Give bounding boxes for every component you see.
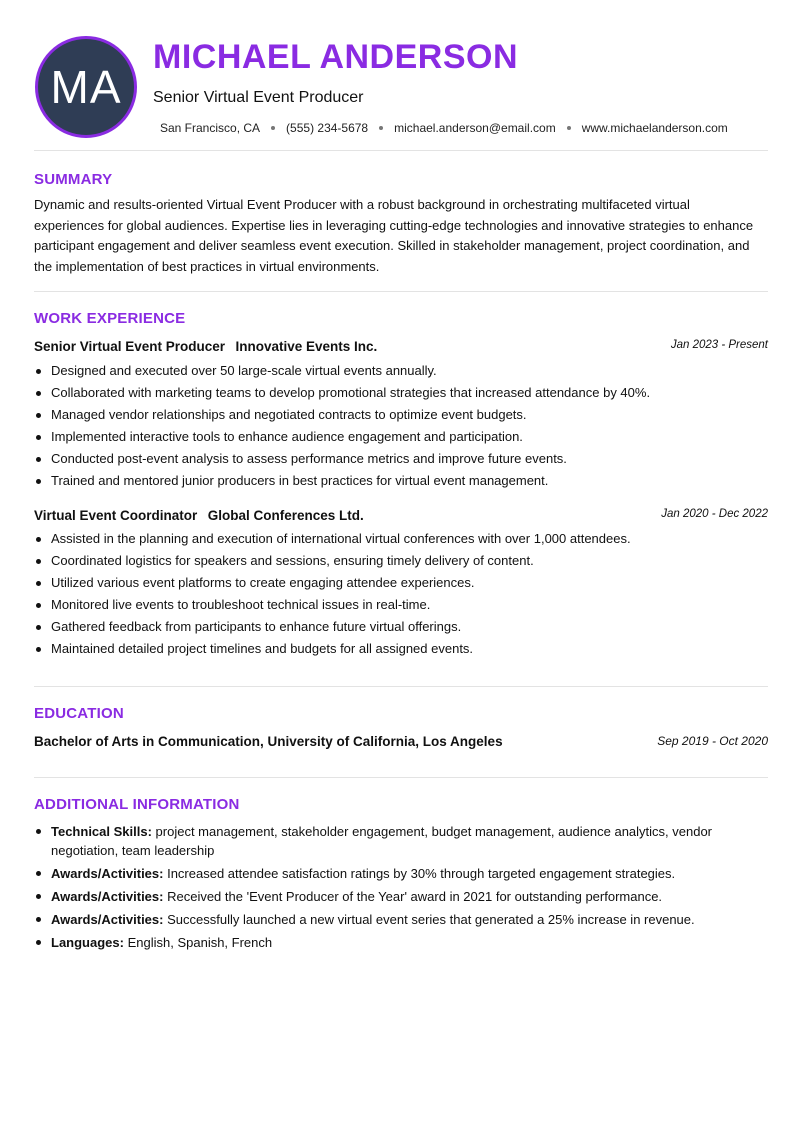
- job-company: Innovative Events Inc.: [235, 339, 378, 354]
- list-item: [34, 933, 768, 952]
- list-item: Collaborated with marketing teams to develop promotional strategies that increased attendance by 40%.: [34, 382, 768, 404]
- job-header: [34, 507, 768, 525]
- contact-location: San Francisco, CA: [160, 121, 261, 135]
- job-dates: Jan 2020 - Dec 2022: [661, 508, 768, 520]
- info-text: project management, stakeholder engagement, budget management, audience analytics, vendor negotiation, team leadership: [51, 824, 713, 858]
- list-item: [34, 864, 768, 883]
- separator-dot: [271, 126, 275, 130]
- job-bullet-list: [34, 360, 768, 492]
- summary-text: Dynamic and results-oriented Virtual Event Producer with a robust background in orchestrating multifaceted virtual experiences for global audiences. Expertise lies in leveraging cutting-edge technologies and innovative strategies to enhance participant engagement and deliver seamless event execution. Skilled in stakeholder management, project coordination, and the implementation of best practices in virtual environments.: [34, 197, 754, 274]
- list-item: [34, 887, 768, 906]
- contact-bar: [160, 121, 728, 135]
- info-text: English, Spanish, French: [127, 935, 273, 950]
- section-heading-summary: SUMMARY: [34, 171, 113, 188]
- list-item: Assisted in the planning and execution of international virtual conferences with over 1,000 attendees.: [34, 528, 768, 550]
- divider: [34, 291, 768, 292]
- job-role: Senior Virtual Event Producer: [34, 339, 226, 354]
- education-degree: Bachelor of Arts in Communication, University of California, Los Angeles: [34, 734, 503, 749]
- list-item: Monitored live events to troubleshoot technical issues in real-time.: [34, 594, 768, 616]
- job-header: [34, 338, 768, 356]
- job-dates: Jan 2023 - Present: [670, 339, 768, 351]
- list-item: Conducted post-event analysis to assess performance metrics and improve future events.: [34, 448, 768, 470]
- info-text: Received the 'Event Producer of the Year' award in 2021 for outstanding performance.: [167, 889, 663, 904]
- list-item: [34, 822, 768, 860]
- list-item: Utilized various event platforms to create engaging attendee experiences.: [34, 572, 768, 594]
- divider: [34, 150, 768, 151]
- avatar: [35, 36, 137, 138]
- info-label: Awards/Activities:: [51, 912, 164, 927]
- additional-info-list: [34, 822, 768, 956]
- divider: [34, 777, 768, 778]
- list-item: Maintained detailed project timelines and budgets for all assigned events.: [34, 638, 768, 660]
- info-label: Technical Skills:: [51, 824, 152, 839]
- list-item: Implemented interactive tools to enhance audience engagement and participation.: [34, 426, 768, 448]
- info-label: Awards/Activities:: [51, 866, 164, 881]
- list-item: Trained and mentored junior producers in best practices for virtual event management.: [34, 470, 768, 492]
- contact-phone: (555) 234-5678: [286, 121, 369, 135]
- job-role: Virtual Event Coordinator: [34, 508, 198, 523]
- list-item: Managed vendor relationships and negotiated contracts to optimize event budgets.: [34, 404, 768, 426]
- separator-dot: [567, 126, 571, 130]
- education-dates: Sep 2019 - Oct 2020: [657, 734, 768, 748]
- candidate-title: Senior Virtual Event Producer: [153, 89, 364, 106]
- section-heading-additional: ADDITIONAL INFORMATION: [34, 796, 240, 813]
- contact-email[interactable]: michael.anderson@email.com: [394, 121, 556, 135]
- job-bullet-list: [34, 528, 768, 660]
- info-label: Languages:: [51, 935, 124, 950]
- list-item: Coordinated logistics for speakers and sessions, ensuring timely delivery of content.: [34, 550, 768, 572]
- avatar-initials: MA: [50, 61, 122, 113]
- info-label: Awards/Activities:: [51, 889, 164, 904]
- section-heading-experience: WORK EXPERIENCE: [34, 310, 186, 327]
- job-company: Global Conferences Ltd.: [207, 508, 364, 523]
- list-item: Designed and executed over 50 large-scale virtual events annually.: [34, 360, 768, 382]
- list-item: [34, 910, 768, 929]
- candidate-name: MICHAEL ANDERSON: [153, 38, 519, 76]
- education-entry: [34, 733, 768, 751]
- contact-website[interactable]: www.michaelanderson.com: [581, 121, 728, 135]
- info-text: Increased attendee satisfaction ratings by 30% through targeted engagement strategies.: [167, 866, 676, 881]
- divider: [34, 686, 768, 687]
- section-heading-education: EDUCATION: [34, 705, 124, 722]
- list-item: Gathered feedback from participants to enhance future virtual offerings.: [34, 616, 768, 638]
- separator-dot: [379, 126, 383, 130]
- info-text: Successfully launched a new virtual event series that generated a 25% increase in revenue.: [167, 912, 695, 927]
